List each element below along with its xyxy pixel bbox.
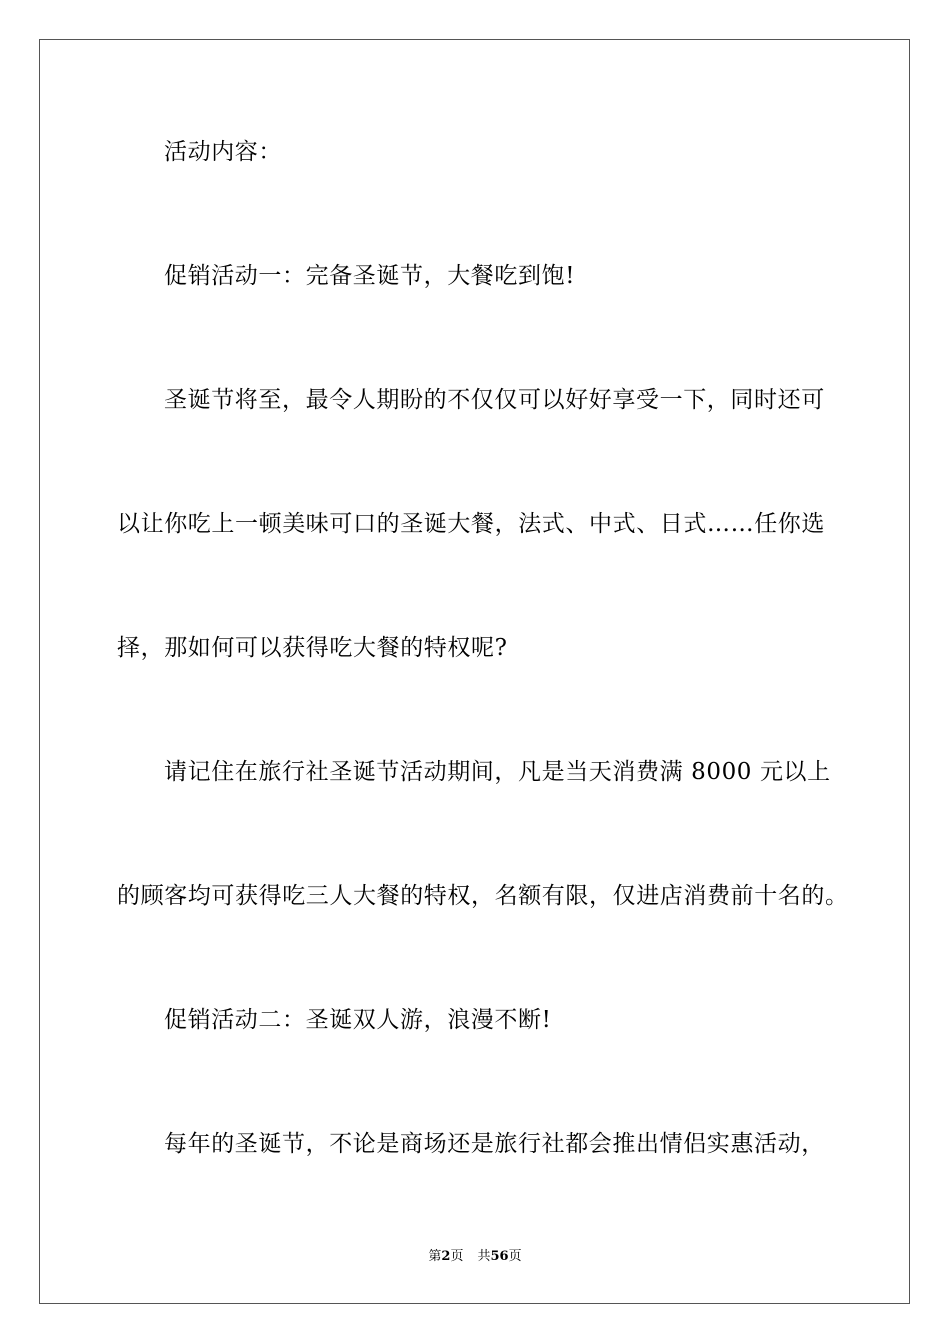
page-footer [0, 1249, 950, 1265]
footer-total-prefix: 共 [477, 1249, 491, 1264]
paragraph-spending-rule-line-1: 请记住在旅行社圣诞节活动期间，凡是当天消费满 8000 元以上 [164, 759, 831, 785]
paragraph-christmas-intro-line-3: 择，那如何可以获得吃大餐的特权呢? [117, 635, 508, 661]
paragraph-promotion-two-title: 促销活动二：圣诞双人游，浪漫不断! [164, 1007, 552, 1033]
paragraph-spending-rule-line-2: 的顾客均可获得吃三人大餐的特权，名额有限，仅进店消费前十名的。 [117, 883, 849, 909]
footer-page-suffix: 页 [450, 1249, 464, 1264]
footer-total-suffix: 页 [508, 1249, 522, 1264]
paragraph-couple-offer-line-1: 每年的圣诞节，不论是商场还是旅行社都会推出情侣实惠活动， [164, 1131, 825, 1157]
paragraph-promotion-one-title: 促销活动一：完备圣诞节，大餐吃到饱! [164, 263, 576, 289]
paragraph-activity-content-heading: 活动内容： [164, 139, 282, 165]
paragraph-christmas-intro-line-1: 圣诞节将至，最令人期盼的不仅仅可以好好享受一下，同时还可 [164, 387, 825, 413]
paragraph-christmas-intro-line-2: 以让你吃上一顿美味可口的圣诞大餐，法式、中式、日式……任你选 [117, 511, 825, 537]
footer-page-prefix: 第 [428, 1249, 442, 1264]
page-frame [39, 39, 910, 1304]
footer-page-number: 2 [441, 1249, 451, 1264]
footer-total-pages: 56 [490, 1249, 509, 1264]
